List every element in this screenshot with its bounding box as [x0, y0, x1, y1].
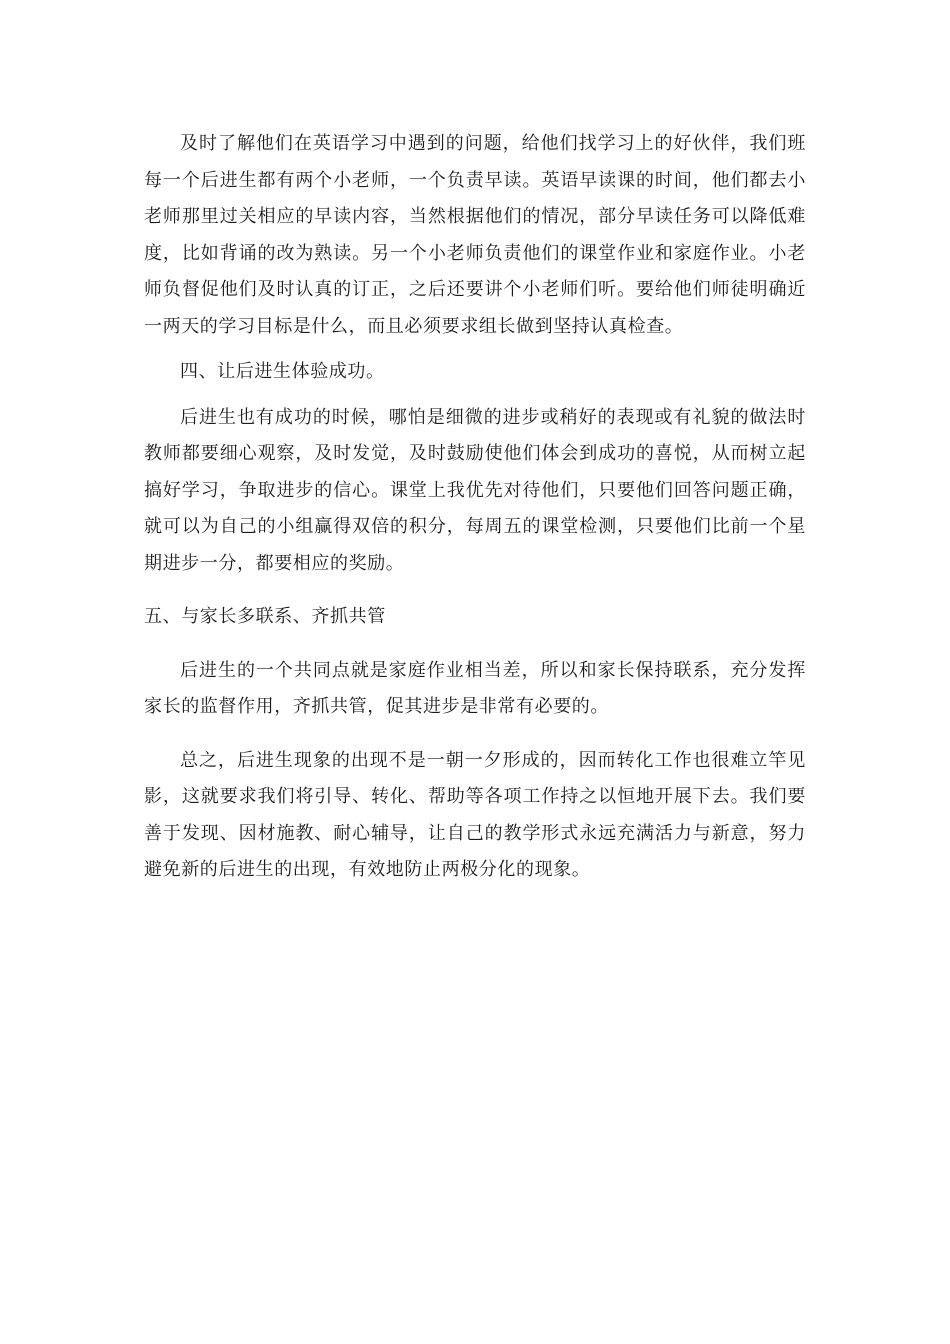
paragraph-parent-contact: 后进生的一个共同点就是家庭作业相当差，所以和家长保持联系，充分发挥家长的监督作用，齐抓共管，促其进步是非常有必要的。 [144, 659, 806, 717]
section-heading-five: 五、与家长多联系、齐抓共管 [144, 606, 386, 627]
section-heading-four: 四、让后进生体验成功。 [180, 361, 385, 382]
paragraph-conclusion: 总之，后进生现象的出现不是一朝一夕形成的，因而转化工作也很难立竿见影，这就要求我们将引导、转化、帮助等各项工作持之以恒地开展下去。我们要善于发现、因材施教、耐心辅导，让自己的教学形式永远充满活力与新意，努力避免新的后进生的出现，有效地防止两极分化的现象。 [144, 749, 806, 880]
paragraph-study-partners: 及时了解他们在英语学习中遇到的问题，给他们找学习上的好伙伴，我们班每一个后进生都有两个小老师，一个负责早读。英语早读课的时间，他们都去小老师那里过关相应的早读内容，当然根据他们的情况，部分早读任务可以降低难度，比如背诵的改为熟读。另一个小老师负责他们的课堂作业和家庭作业。小老师负督促他们及时认真的订正，之后还要讲个小老师们听。要给他们师徒明确近一两天的学习目标是什么，而且必须要求组长做到坚持认真检查。 [144, 133, 806, 337]
paragraph-experience-success: 后进生也有成功的时候，哪怕是细微的进步或稍好的表现或有礼貌的做法时教师都要细心观察，及时发觉，及时鼓励使他们体会到成功的喜悦，从而树立起搞好学习，争取进步的信心。课堂上我优先对待他们，只要他们回答问题正确，就可以为自己的小组赢得双倍的积分，每周五的课堂检测，只要他们比前一个星期进步一分，都要相应的奖励。 [144, 406, 806, 574]
document-body [144, 126, 806, 889]
